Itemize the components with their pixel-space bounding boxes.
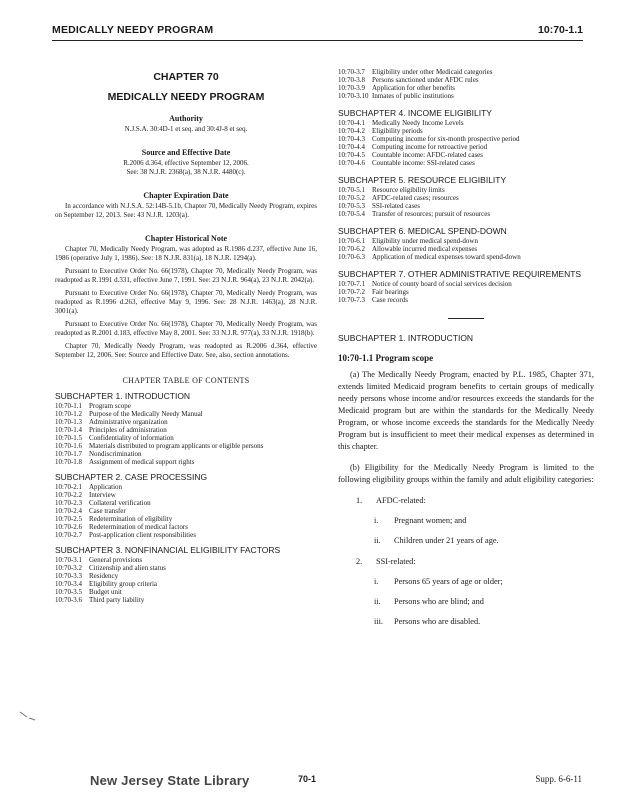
list-text: AFDC-related: bbox=[376, 496, 426, 505]
toc-title-text: Third party liability bbox=[89, 596, 145, 604]
toc-row[interactable] bbox=[55, 556, 317, 564]
list-text: Pregnant women; and bbox=[394, 516, 467, 525]
toc-list bbox=[338, 119, 594, 167]
toc-title-text: Eligibility under medical spend-down bbox=[372, 237, 478, 245]
toc-row[interactable] bbox=[55, 523, 317, 531]
list-item bbox=[338, 515, 594, 527]
toc-row[interactable] bbox=[338, 245, 594, 253]
list-text: Persons who are blind; and bbox=[394, 597, 484, 606]
toc-row[interactable] bbox=[338, 296, 594, 304]
toc-number: 10:70-7.3 bbox=[338, 296, 366, 304]
source-line-2: See: 38 N.J.R. 2368(a), 38 N.J.R. 4480(c). bbox=[126, 168, 246, 176]
toc-title-text: Countable income: AFDC-related cases bbox=[372, 151, 483, 159]
list-item bbox=[338, 596, 594, 608]
expiration-heading: Chapter Expiration Date bbox=[143, 191, 229, 200]
toc-title-text: Redetermination of eligibility bbox=[89, 515, 173, 523]
toc-title-text: Medically Needy Income Levels bbox=[372, 119, 464, 127]
toc-number: 10:70-7.2 bbox=[338, 288, 366, 296]
source-line-1: R.2006 d.364, effective September 12, 2006. bbox=[123, 159, 249, 167]
toc-number: 10:70-5.3 bbox=[338, 202, 366, 210]
toc-number: 10:70-3.10 bbox=[338, 92, 369, 100]
toc-title-text: Computing income for six-month prospective period bbox=[372, 135, 520, 143]
running-head-section: 10:70-1.1 bbox=[538, 24, 583, 36]
right-column bbox=[338, 70, 594, 628]
toc-number: 10:70-3.9 bbox=[338, 84, 366, 92]
toc-row[interactable] bbox=[55, 426, 317, 434]
list-marker: 2. bbox=[356, 557, 363, 566]
toc-title-text: Eligibility group criteria bbox=[89, 580, 158, 588]
toc-number: 10:70-3.6 bbox=[55, 596, 83, 604]
toc-list bbox=[55, 556, 317, 604]
toc-row[interactable] bbox=[338, 288, 594, 296]
history-paragraph: Pursuant to Executive Order No. 66(1978), Chapter 70, Medically Needy Program, was readopted as R.1991 d.331, effective June 7, 1991. See: 23 N.J.R. 964(a), 23 N.J.R. 2042(a). bbox=[55, 267, 317, 284]
history-paragraph: Pursuant to Executive Order No. 66(1978), Chapter 70, Medically Needy Program, was readopted as R.2001 d.183, effective May 8, 2001. See: 33 N.J.R. 977(a), 33 N.J.R. 1918(b). bbox=[55, 320, 317, 337]
toc-title-text: Administrative organization bbox=[89, 418, 168, 426]
toc-title-text: Principles of administration bbox=[89, 426, 167, 434]
toc-row[interactable] bbox=[55, 418, 317, 426]
toc-row[interactable] bbox=[55, 410, 317, 418]
toc-title-text: Persons sanctioned under AFDC rules bbox=[372, 76, 479, 84]
toc-title-text: General provisions bbox=[89, 556, 143, 564]
authority-text: N.J.S.A. 30:4D-1 et seq. and 30:4J-8 et seq. bbox=[124, 125, 248, 133]
supplement-date: Supp. 6-6-11 bbox=[535, 774, 582, 784]
toc-title-text: AFDC-related cases; resources bbox=[372, 194, 459, 202]
toc-row[interactable] bbox=[338, 68, 594, 76]
toc-list bbox=[338, 186, 594, 218]
toc-title-text: Application bbox=[89, 483, 123, 491]
toc-list bbox=[338, 68, 594, 100]
toc-title-text: Confidentiality of information bbox=[89, 434, 174, 442]
toc-row[interactable] bbox=[55, 515, 317, 523]
toc-number: 10:70-5.4 bbox=[338, 210, 366, 218]
toc-row[interactable] bbox=[338, 186, 594, 194]
toc-subchapter-heading: SUBCHAPTER 2. CASE PROCESSING bbox=[55, 472, 208, 482]
toc-number: 10:70-3.2 bbox=[55, 564, 83, 572]
toc-subchapter-heading: SUBCHAPTER 4. INCOME ELIGIBILITY bbox=[338, 108, 492, 118]
toc-title-text: Eligibility periods bbox=[372, 127, 423, 135]
toc-row[interactable] bbox=[55, 531, 317, 539]
toc-number: 10:70-4.5 bbox=[338, 151, 366, 159]
toc-title-text: Interview bbox=[89, 491, 116, 499]
toc-title-text: Purpose of the Medically Needy Manual bbox=[89, 410, 203, 418]
toc-row[interactable] bbox=[55, 588, 317, 596]
toc-row[interactable] bbox=[55, 580, 317, 588]
toc-title-text: SSI-related cases bbox=[372, 202, 421, 210]
toc-number: 10:70-2.6 bbox=[55, 523, 83, 531]
toc-number: 10:70-6.3 bbox=[338, 253, 366, 261]
list-marker: 1. bbox=[356, 496, 363, 505]
toc-number: 10:70-1.1 bbox=[55, 402, 83, 410]
list-marker: i. bbox=[374, 516, 379, 525]
toc-title-text: Resource eligibility limits bbox=[372, 186, 445, 194]
toc-row[interactable] bbox=[338, 92, 594, 100]
eligibility-list bbox=[338, 495, 594, 628]
toc-number: 10:70-1.3 bbox=[55, 418, 83, 426]
toc-row[interactable] bbox=[338, 119, 594, 127]
toc-row[interactable] bbox=[55, 442, 317, 450]
list-text: Persons who are disabled. bbox=[394, 617, 481, 626]
toc-title-text: Countable income: SSI-related cases bbox=[372, 159, 475, 167]
list-marker: ii. bbox=[374, 597, 381, 606]
list-text: Persons 65 years of age or older; bbox=[394, 577, 503, 586]
toc-number: 10:70-2.2 bbox=[55, 491, 83, 499]
toc-number: 10:70-3.1 bbox=[55, 556, 83, 564]
toc-number: 10:70-3.3 bbox=[55, 572, 83, 580]
toc-row[interactable] bbox=[338, 194, 594, 202]
toc-number: 10:70-6.1 bbox=[338, 237, 366, 245]
toc-number: 10:70-2.3 bbox=[55, 499, 83, 507]
toc-number: 10:70-1.2 bbox=[55, 410, 83, 418]
chapter-number: CHAPTER 70 bbox=[153, 71, 219, 83]
toc-title-text: Application of medical expenses toward spend-down bbox=[372, 253, 521, 261]
toc-row[interactable] bbox=[55, 450, 317, 458]
toc-row[interactable] bbox=[55, 572, 317, 580]
toc-row[interactable] bbox=[338, 280, 594, 288]
toc-title-text: Computing income for retroactive period bbox=[372, 143, 488, 151]
list-item bbox=[338, 495, 594, 507]
toc-title-text: Transfer of resources; pursuit of resources bbox=[372, 210, 491, 218]
section-divider bbox=[448, 318, 484, 319]
toc-row[interactable] bbox=[55, 402, 317, 410]
running-head-title: MEDICALLY NEEDY PROGRAM bbox=[52, 24, 214, 36]
toc-title-text: Notice of county board of social services decision bbox=[372, 280, 512, 288]
toc-row[interactable] bbox=[338, 135, 594, 143]
list-item bbox=[338, 576, 594, 588]
toc-row[interactable] bbox=[338, 202, 594, 210]
toc-title-text: Case records bbox=[372, 296, 408, 304]
list-text: SSI-related: bbox=[376, 557, 416, 566]
toc-number: 10:70-3.4 bbox=[55, 580, 83, 588]
toc-subchapter-heading: SUBCHAPTER 5. RESOURCE ELIGIBILITY bbox=[338, 175, 507, 185]
toc-list bbox=[55, 402, 317, 466]
toc-row[interactable] bbox=[338, 84, 594, 92]
toc-row[interactable] bbox=[338, 127, 594, 135]
list-item bbox=[338, 535, 594, 547]
history-heading: Chapter Historical Note bbox=[144, 234, 228, 243]
toc-title-text: Collateral verification bbox=[89, 499, 151, 507]
expiration-text: In accordance with N.J.S.A. 52:14B-5.1b, Chapter 70, Medically Needy Program, expires on September 12, 2013. See: 43 N.J.R. 1203(a). bbox=[55, 202, 317, 219]
toc-row[interactable] bbox=[55, 458, 317, 466]
toc-row[interactable] bbox=[55, 434, 317, 442]
list-marker: i. bbox=[374, 577, 379, 586]
toc-number: 10:70-4.2 bbox=[338, 127, 366, 135]
authority-heading: Authority bbox=[169, 114, 203, 123]
toc-number: 10:70-3.5 bbox=[55, 588, 83, 596]
toc-subchapter-heading: SUBCHAPTER 6. MEDICAL SPEND-DOWN bbox=[338, 226, 507, 236]
page-number: 70-1 bbox=[298, 774, 317, 784]
toc-row[interactable] bbox=[338, 159, 594, 167]
toc-title-text: Citizenship and alien status bbox=[89, 564, 166, 572]
toc-list bbox=[55, 483, 317, 539]
toc-title-text: Case transfer bbox=[89, 507, 126, 515]
toc-number: 10:70-4.6 bbox=[338, 159, 366, 167]
toc-row[interactable] bbox=[338, 210, 594, 218]
toc-title-text: Post-application client responsibilities bbox=[89, 531, 196, 539]
toc-title-text: Budget unit bbox=[89, 588, 122, 596]
toc-row[interactable] bbox=[338, 237, 594, 245]
history-paragraph: Chapter 70, Medically Needy Program, was adopted as R.1986 d.237, effective June 16, 1986 (operative July 1, 1986). See: 18 N.J.R. 831(a), 18 N.J.R. 1294(a). bbox=[55, 245, 317, 262]
toc-row[interactable] bbox=[338, 151, 594, 159]
header-rule bbox=[52, 40, 583, 41]
toc-title-text: Nondiscrimination bbox=[89, 450, 142, 458]
toc-title-text: Application for other benefits bbox=[372, 84, 456, 92]
toc-title-text: Eligibility under other Medicaid categories bbox=[372, 68, 493, 76]
toc-number: 10:70-1.8 bbox=[55, 458, 83, 466]
toc-number: 10:70-2.1 bbox=[55, 483, 83, 491]
toc-number: 10:70-5.2 bbox=[338, 194, 366, 202]
toc-row[interactable] bbox=[55, 491, 317, 499]
toc-subchapter-heading: SUBCHAPTER 7. OTHER ADMINISTRATIVE REQUIREMENTS bbox=[338, 269, 582, 279]
toc-title-text: Assignment of medical support rights bbox=[89, 458, 195, 466]
toc-row[interactable] bbox=[338, 143, 594, 151]
list-marker: iii. bbox=[374, 617, 383, 626]
toc-title-text: Fair hearings bbox=[372, 288, 409, 296]
toc-title-text: Residency bbox=[89, 572, 119, 580]
toc-number: 10:70-1.4 bbox=[55, 426, 83, 434]
running-head bbox=[52, 24, 583, 40]
list-marker: ii. bbox=[374, 536, 381, 545]
toc-list bbox=[338, 280, 594, 304]
toc-number: 10:70-4.3 bbox=[338, 135, 366, 143]
list-item bbox=[338, 616, 594, 628]
toc-number: 10:70-5.1 bbox=[338, 186, 366, 194]
toc-number: 10:70-3.7 bbox=[338, 68, 366, 76]
history-paragraph: Pursuant to Executive Order No. 66(1978), Chapter 70, Medically Needy Program, was readopted as R.1996 d.263, effective May 9, 1996. See: 28 N.J.R. 1463(a), 28 N.J.R. 3001(a). bbox=[55, 289, 317, 315]
left-column bbox=[55, 70, 317, 604]
paragraph-b: (b) Eligibility for the Medically Needy Program is limited to the following eligibility groups within the family and adult eligibility categories: bbox=[338, 463, 594, 484]
toc-row[interactable] bbox=[55, 596, 317, 604]
toc-number: 10:70-7.1 bbox=[338, 280, 366, 288]
list-item bbox=[338, 556, 594, 568]
toc-list bbox=[338, 237, 594, 261]
margin-mark-icon bbox=[18, 708, 40, 722]
toc-number: 10:70-2.4 bbox=[55, 507, 83, 515]
source-heading: Source and Effective Date bbox=[141, 148, 231, 157]
toc-number: 10:70-2.7 bbox=[55, 531, 83, 539]
toc-subchapter-heading: SUBCHAPTER 1. INTRODUCTION bbox=[55, 391, 191, 401]
toc-title-text: Program scope bbox=[89, 402, 131, 410]
toc-number: 10:70-1.6 bbox=[55, 442, 83, 450]
toc-row[interactable] bbox=[55, 499, 317, 507]
toc-row[interactable] bbox=[55, 564, 317, 572]
list-text: Children under 21 years of age. bbox=[394, 536, 499, 545]
toc-number: 10:70-3.8 bbox=[338, 76, 366, 84]
toc-title: CHAPTER TABLE OF CONTENTS bbox=[122, 376, 250, 385]
toc-row[interactable] bbox=[338, 76, 594, 84]
toc-number: 10:70-4.1 bbox=[338, 119, 366, 127]
toc-title-text: Redetermination of medical factors bbox=[89, 523, 188, 531]
history-paragraph: Chapter 70, Medically Needy Program, was readopted as R.2006 d.364, effective September 12, 2006. See: Source and Effective Date. See, also, section annotations. bbox=[55, 342, 317, 359]
toc-number: 10:70-1.5 bbox=[55, 434, 83, 442]
toc-row[interactable] bbox=[338, 253, 594, 261]
toc-title-text: Materials distributed to program applicants or eligible persons bbox=[89, 442, 264, 450]
toc-number: 10:70-2.5 bbox=[55, 515, 83, 523]
section-title: 10:70-1.1 Program scope bbox=[338, 353, 434, 363]
toc-title-text: Allowable incurred medical expenses bbox=[372, 245, 478, 253]
toc-number: 10:70-6.2 bbox=[338, 245, 366, 253]
chapter-title: MEDICALLY NEEDY PROGRAM bbox=[107, 91, 265, 103]
toc-number: 10:70-4.4 bbox=[338, 143, 366, 151]
toc-row[interactable] bbox=[55, 507, 317, 515]
toc-row[interactable] bbox=[55, 483, 317, 491]
body-subchapter-heading: SUBCHAPTER 1. INTRODUCTION bbox=[338, 333, 474, 343]
toc-title-text: Inmates of public institutions bbox=[372, 92, 454, 100]
library-watermark: New Jersey State Library bbox=[90, 773, 250, 788]
toc-subchapter-heading: SUBCHAPTER 3. NONFINANCIAL ELIGIBILITY FACTORS bbox=[55, 545, 281, 555]
paragraph-a: (a) The Medically Needy Program, enacted by P.L. 1985, Chapter 371, extends limited Medicaid program benefits to certain groups of medically needy persons whose income and/or resources exceeds the standards for the Medicaid program but are within the standards for the Medically Needy Program, or whose income exceeds the standards for the Medically Needy Program but is insufficient to meet their medical expenses as determined in this chapter. bbox=[338, 370, 594, 451]
toc-number: 10:70-1.7 bbox=[55, 450, 83, 458]
